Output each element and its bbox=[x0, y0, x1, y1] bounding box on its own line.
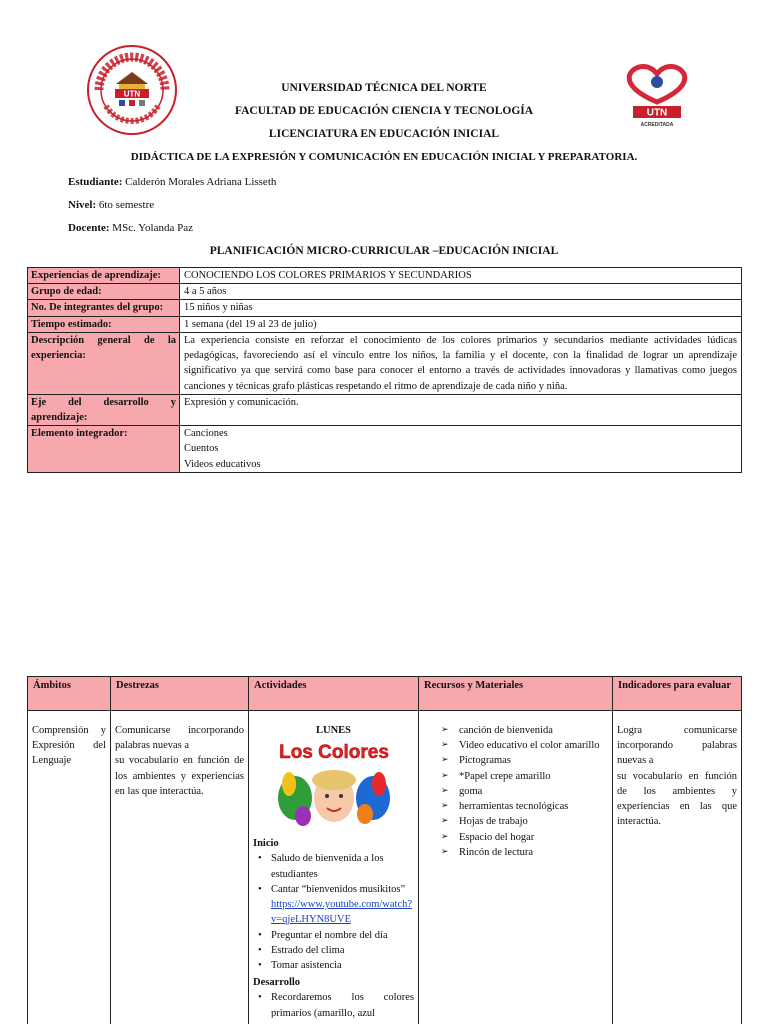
table-row bbox=[28, 332, 742, 394]
desarrollo-label: Desarrollo bbox=[253, 977, 301, 989]
time-label: Tiempo estimado: bbox=[28, 316, 180, 332]
table-row bbox=[28, 284, 742, 300]
accreditation-acronym: UTN bbox=[646, 107, 668, 119]
subject-name: DIDÁCTICA DE LA EXPRESIÓN Y COMUNICACIÓN EN EDUCACIÓN INICIAL Y PREPARATORIA. bbox=[130, 151, 638, 163]
description-value: La experiencia consiste en reforzar el conocimiento de los colores primarios y secundarios mediante actividades lúdicas pedagógicas, favoreciendo así el vínculo entre los niños, la familia y el docente, con la finalidad de lograr un aprendizaje significativo ya que servirá como base para conocer el entorno a través de actividades innovadoras y llamativas como juegos canciones y técnicas grafo plásticas respetando el ritmo de aprendizaje de cada niño y niña. bbox=[180, 332, 742, 394]
table-row bbox=[28, 268, 742, 284]
list-item: ➢ Pictogramas bbox=[423, 753, 608, 768]
table-row bbox=[28, 316, 742, 332]
plan-title: PLANIFICACIÓN MICRO-CURRICULAR –EDUCACIÓN INICIAL bbox=[209, 245, 559, 257]
table-row bbox=[28, 300, 742, 316]
university-name: UNIVERSIDAD TÉCNICA DEL NORTE bbox=[281, 82, 487, 94]
resources-cell bbox=[419, 711, 613, 1024]
plan-table bbox=[27, 676, 742, 1024]
experience-label: Experiencias de aprendizaje: bbox=[28, 268, 180, 284]
list-item: • Saludo de bienvenida a los estudiantes bbox=[255, 851, 414, 881]
student-line: Estudiante: Calderón Morales Adriana Lisseth bbox=[68, 176, 277, 188]
header-destrezas: Destrezas bbox=[111, 677, 249, 711]
inicio-list bbox=[255, 851, 414, 973]
summary-table bbox=[27, 267, 742, 473]
teacher-line: Docente: MSc. Yolanda Paz bbox=[68, 222, 193, 234]
element-item: Canciones bbox=[184, 428, 228, 440]
header-actividades: Actividades bbox=[249, 677, 419, 711]
desarrollo-list bbox=[255, 990, 414, 1018]
list-item: ➢ Video educativo el color amarillo bbox=[423, 738, 608, 753]
header-ambitos: Ámbitos bbox=[28, 677, 111, 711]
description-label: Descripción general de la experiencia: bbox=[28, 332, 180, 394]
accreditation-logo bbox=[622, 62, 692, 132]
header-recursos: Recursos y Materiales bbox=[419, 677, 613, 711]
axis-label: Eje del desarrollo y aprendizaje: bbox=[28, 394, 180, 425]
video-link[interactable]: https://www.youtube.com/watch?v=qjeLHYN8UVE bbox=[271, 899, 413, 926]
members-label: No. De integrantes del grupo: bbox=[28, 300, 180, 316]
table-row bbox=[28, 426, 742, 473]
list-item: • Tomar asistencia bbox=[255, 958, 414, 973]
header-indicadores: Indicadores para evaluar bbox=[613, 677, 742, 711]
student-name: Calderón Morales Adriana Lisseth bbox=[125, 176, 277, 188]
list-item: ➢ Espacio del hogar bbox=[423, 830, 608, 845]
age-value: 4 a 5 años bbox=[180, 284, 742, 300]
table-header-row bbox=[28, 677, 742, 711]
teacher-name: MSc. Yolanda Paz bbox=[112, 222, 193, 234]
experience-value: CONOCIENDO LOS COLORES PRIMARIOS Y SECUNDARIOS bbox=[180, 268, 742, 284]
age-label: Grupo de edad: bbox=[28, 284, 180, 300]
career-name: LICENCIATURA EN EDUCACIÓN INICIAL bbox=[268, 128, 500, 140]
table-row bbox=[28, 394, 742, 425]
element-item: Cuentos bbox=[184, 443, 219, 455]
time-value: 1 semana (del 19 al 23 de julio) bbox=[180, 316, 742, 332]
axis-value: Expresión y comunicación. bbox=[180, 394, 742, 425]
accreditation-caption: ACREDITADA bbox=[640, 122, 674, 128]
inicio-label: Inicio bbox=[253, 838, 279, 850]
list-item: ➢ Hojas de trabajo bbox=[423, 814, 608, 829]
list-item: • Preguntar el nombre del día bbox=[255, 928, 414, 943]
colores-image bbox=[273, 740, 395, 832]
list-item: ➢ herramientas tecnológicas bbox=[423, 799, 608, 814]
destreza-cell: Comunicarse incorporando palabras nuevas a su vocabulario en función de los ambientes y experiencias en las que interactúa. bbox=[111, 711, 249, 1024]
list-item: ➢ *Papel crepe amarillo bbox=[423, 769, 608, 784]
element-item: Videos educativos bbox=[184, 458, 261, 470]
list-item: • Recordaremos los colores primarios (amarillo, azul bbox=[255, 990, 414, 1018]
resources-list bbox=[423, 723, 608, 860]
level-line: Nivel: 6to semestre bbox=[68, 199, 155, 211]
seal-acronym: UTN bbox=[123, 89, 141, 99]
level-value: 6to semestre bbox=[98, 199, 155, 211]
ambito-cell: Comprensión y Expresión del Lenguaje bbox=[28, 711, 111, 1024]
list-item: • Cantar “bienvenidos musikitos” https://www.youtube.com/watch?v=qjeLHYN8UVE bbox=[255, 882, 414, 928]
members-value: 15 niños y niñas bbox=[180, 300, 742, 316]
element-values bbox=[180, 426, 742, 473]
list-item: ➢ goma bbox=[423, 784, 608, 799]
list-item: ➢ canción de bienvenida bbox=[423, 723, 608, 738]
table-row bbox=[28, 711, 742, 1024]
list-item: ➢ Rincón de lectura bbox=[423, 845, 608, 860]
faculty-name: FACULTAD DE EDUCACIÓN CIENCIA Y TECNOLOGÍA bbox=[234, 105, 534, 117]
day-title: LUNES bbox=[315, 725, 351, 736]
image-title: Los Colores bbox=[278, 742, 389, 764]
indicator-cell: Logra comunicarse incorporando palabras nuevas a su vocabulario en función de los ambientes y experiencias en las que interactúa. bbox=[613, 711, 742, 1024]
element-label: Elemento integrador: bbox=[28, 426, 180, 473]
activities-cell bbox=[249, 711, 419, 1024]
list-item: • Estrado del clima bbox=[255, 943, 414, 958]
